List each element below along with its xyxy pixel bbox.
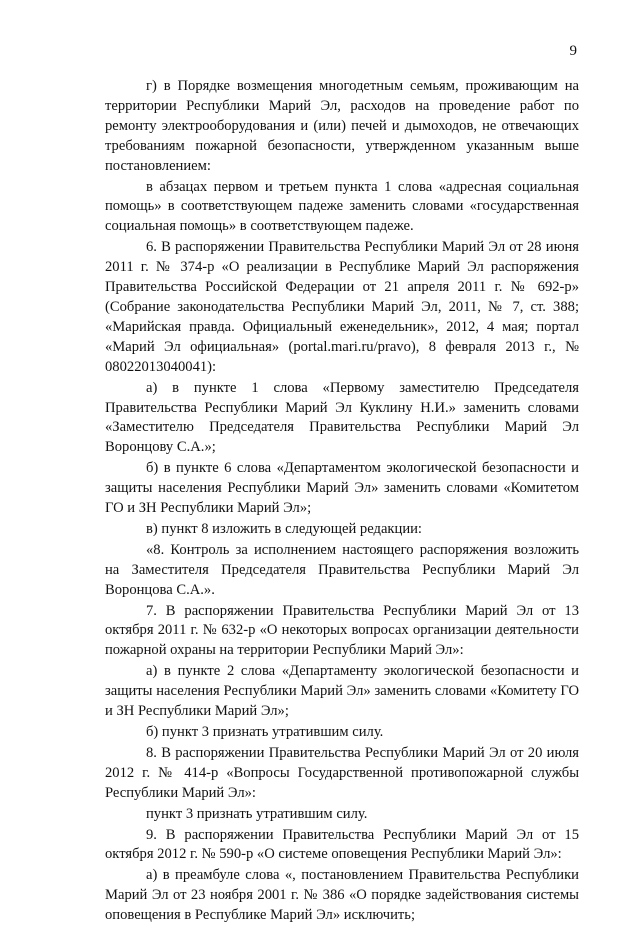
paragraph: в абзацах первом и третьем пункта 1 слова «адресная социальная помощь» в соответствующем падеже заменить словами «государственная социальная помощь» в соответствующем падеже.: [105, 178, 579, 235]
document-body: [105, 77, 579, 926]
paragraph: пункт 3 признать утратившим силу.: [146, 805, 368, 822]
paragraph: б) пункт 3 признать утратившим силу.: [146, 724, 384, 740]
paragraph: г) в Порядке возмещения многодетным семьям, проживающим на территории Республики Марий Эл, расходов на проведение работ по ремонту электрооборудования и (или) печей и дымоходов, не отвечающих требованиям пожарной безопасности, утвержденном указанным выше постановлением:: [105, 78, 579, 174]
paragraph: б) в пункте 6 слова «Департаментом экологической безопасности и защиты населения Республики Марий Эл» заменить словами «Комитетом ГО и ЗН Республики Марий Эл»;: [105, 460, 579, 517]
paragraph: а) в пункте 2 слова «Департаменту экологической безопасности и защиты населения Республики Марий Эл» заменить словами «Комитету ГО и ЗН Республики Марий Эл»;: [105, 663, 579, 720]
paragraph: 9. В распоряжении Правительства Республики Марий Эл от 15 октября 2012 г. № 590-р «О системе оповещения Республики Марий Эл»:: [105, 826, 579, 863]
paragraph: в) пункт 8 изложить в следующей редакции:: [146, 520, 422, 537]
page-number: 9: [569, 43, 577, 59]
paragraph: а) в преамбуле слова «, постановлением Правительства Республики Марий Эл от 23 ноября 2001 г. № 386 «О порядке задействования системы оповещения в Республике Марий Эл» исключить;: [105, 867, 579, 924]
paragraph: 8. В распоряжении Правительства Республики Марий Эл от 20 июля 2012 г. № 414-р «Вопросы Государственной противопожарной службы Республики Марий Эл»:: [105, 744, 579, 801]
paragraph: 7. В распоряжении Правительства Республики Марий Эл от 13 октября 2011 г. № 632-р «О некоторых вопросах организации деятельности пожарной охраны на территории Республики Марий Эл»:: [105, 602, 579, 659]
paragraph: «8. Контроль за исполнением настоящего распоряжения возложить на Заместителя Председателя Правительства Республики Марий Эл Воронцова С.А.».: [105, 541, 579, 598]
paragraph: 6. В распоряжении Правительства Республики Марий Эл от 28 июня 2011 г. № 374-р «О реализации в Республике Марий Эл распоряжения Правительства Российской Федерации от 21 апреля 2011 г. № 692-р» (Собрание законодательства Республики Марий Эл, 2011, № 7, ст. 388; «Марийская правда. Официальный еженедельник», 2012, 4 мая; портал «Марий Эл официальная» (portal.mari.ru/pravo), 8 февраля 2013 г., № 08022013040041):: [105, 239, 579, 375]
paragraph: а) в пункте 1 слова «Первому заместителю Председателя Правительства Республики Марий Эл Куклину Н.И.» заменить словами «Заместителю Председателя Правительства Республики Марий Эл Воронцову С.А.»;: [105, 379, 579, 456]
